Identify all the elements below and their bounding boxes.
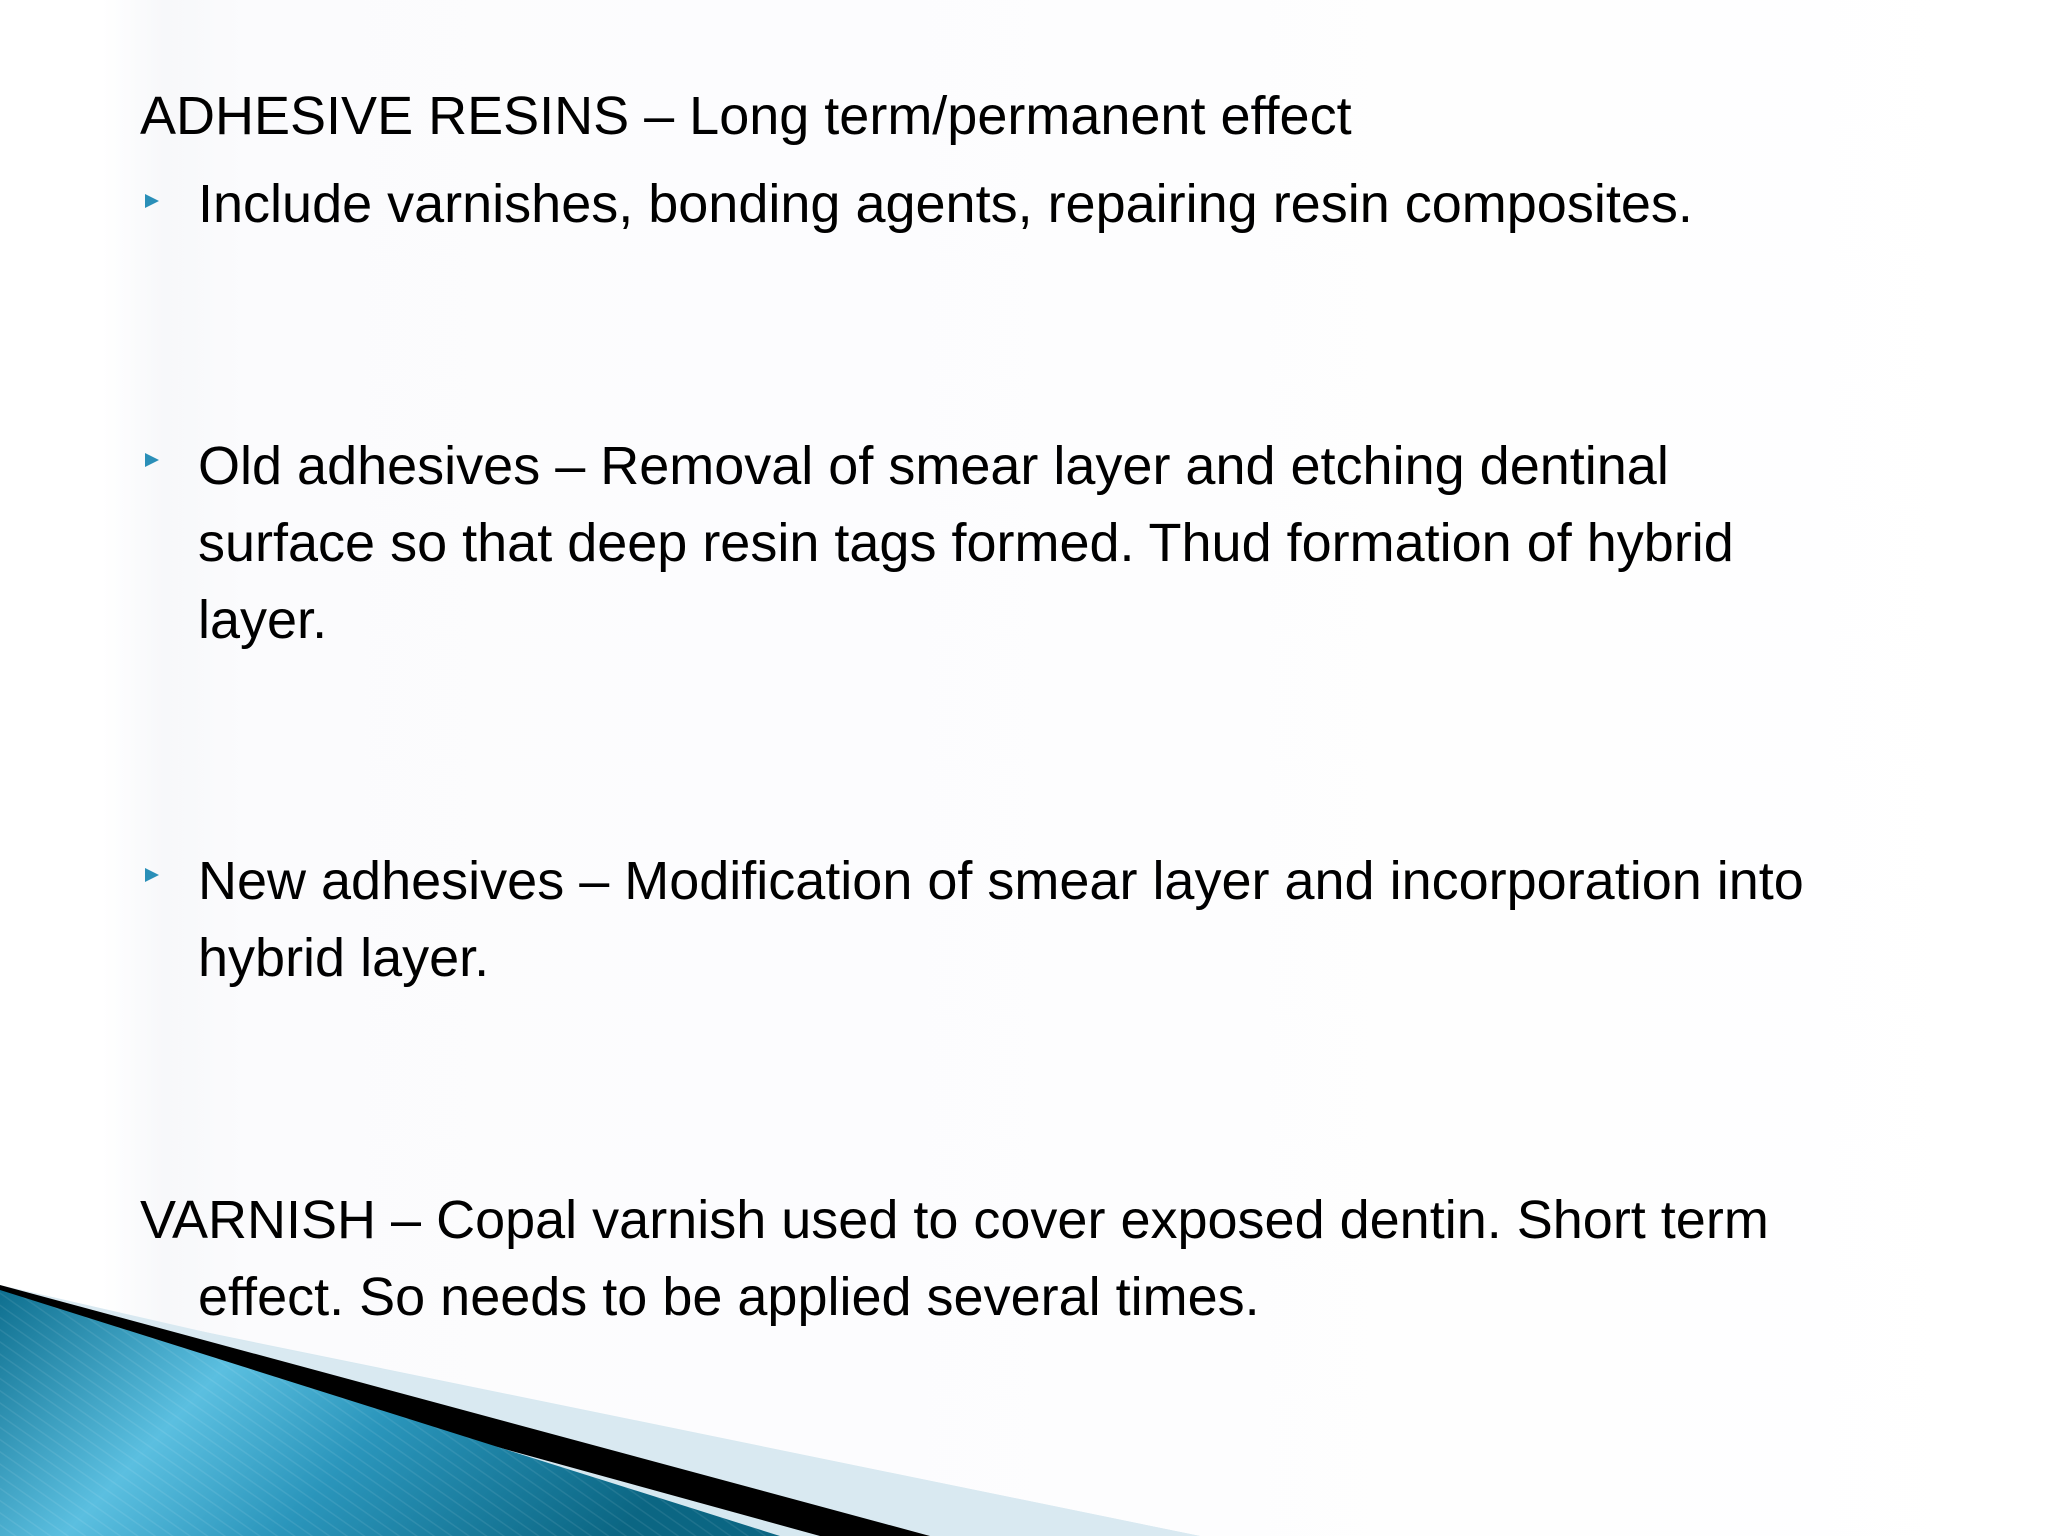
bullet-2-line-2: surface so that deep resin tags formed. Thud formation of hybrid xyxy=(198,513,1734,573)
bullet-2-line-1: Old adhesives – Removal of smear layer and etching dentinal xyxy=(198,436,1669,496)
varnish-line-1: VARNISH – Copal varnish used to cover exposed dentin. Short term xyxy=(140,1190,1769,1250)
varnish-line-2: effect. So needs to be applied several times. xyxy=(198,1267,1260,1327)
bullet-3-line-1: New adhesives – Modification of smear layer and incorporation into xyxy=(198,851,1804,911)
bullet-3-line-2: hybrid layer. xyxy=(198,928,490,988)
slide-heading: ADHESIVE RESINS – Long term/permanent effect xyxy=(140,86,1352,146)
bullet-1-line-1: Include varnishes, bonding agents, repairing resin composites. xyxy=(198,174,1693,234)
triangle-bullet-icon xyxy=(145,868,159,882)
triangle-bullet-icon xyxy=(145,194,159,208)
bullet-2-line-3: layer. xyxy=(198,590,328,650)
triangle-bullet-icon xyxy=(145,453,159,467)
